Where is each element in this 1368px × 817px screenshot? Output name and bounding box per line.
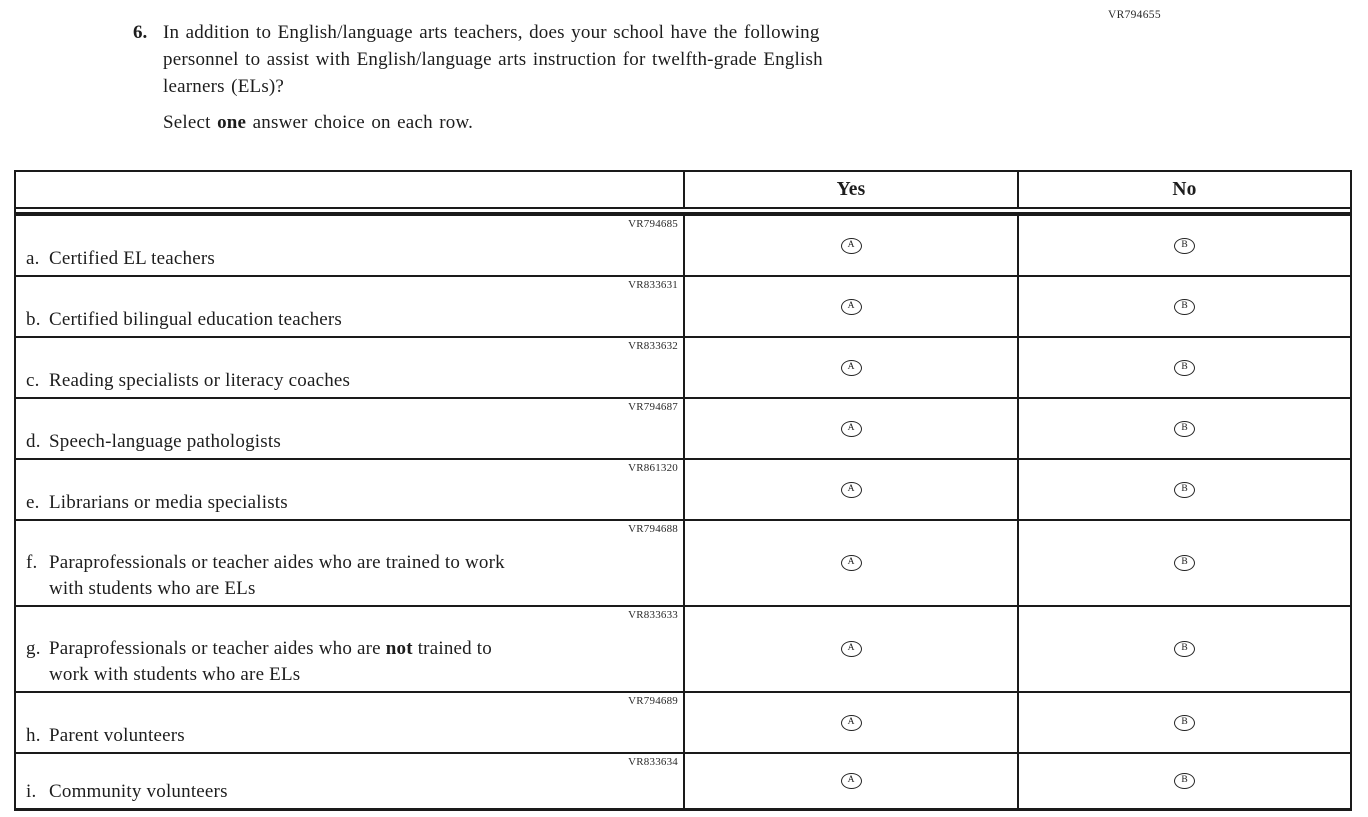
- option-b-bubble[interactable]: B: [1174, 773, 1195, 789]
- yes-option-cell: [683, 521, 1017, 605]
- row-label-text: [49, 429, 675, 455]
- no-option-cell: [1017, 216, 1350, 275]
- row-label-text: [49, 307, 675, 333]
- option-a-bubble[interactable]: A: [841, 238, 862, 254]
- row-label: [26, 779, 675, 805]
- table-row: [16, 275, 1350, 336]
- table-row: [16, 397, 1350, 458]
- yes-option-cell: [683, 693, 1017, 752]
- row-letter: c.: [26, 370, 40, 391]
- row-label-cell: [16, 277, 683, 336]
- row-variable-code: VR794685: [628, 218, 678, 230]
- instruction-part-bold: one: [217, 112, 247, 133]
- no-option-cell: [1017, 607, 1350, 691]
- option-a-bubble[interactable]: A: [841, 555, 862, 571]
- row-label-cell: [16, 460, 683, 519]
- column-header-empty: [16, 172, 683, 207]
- row-letter: b.: [26, 309, 41, 330]
- row-letter: e.: [26, 492, 40, 513]
- row-label: [26, 307, 675, 333]
- row-label: [26, 490, 675, 516]
- row-variable-code: VR794688: [628, 523, 678, 535]
- row-variable-code: VR861320: [628, 462, 678, 474]
- option-a-bubble[interactable]: A: [841, 482, 862, 498]
- option-a-bubble[interactable]: A: [841, 421, 862, 437]
- row-label: [26, 723, 675, 749]
- no-option-cell: [1017, 754, 1350, 808]
- row-letter: f.: [26, 552, 38, 573]
- row-label-line: Paraprofessionals or teacher aides who are trained to work: [49, 552, 505, 573]
- row-label-cell: [16, 399, 683, 458]
- option-a-bubble[interactable]: A: [841, 299, 862, 315]
- yes-option-cell: [683, 277, 1017, 336]
- row-label-line: Certified bilingual education teachers: [49, 309, 343, 330]
- table-row: [16, 752, 1350, 808]
- instruction-part: answer choice on each row.: [246, 112, 474, 133]
- option-b-bubble[interactable]: B: [1174, 360, 1195, 376]
- no-option-cell: [1017, 338, 1350, 397]
- option-b-bubble[interactable]: B: [1174, 641, 1195, 657]
- row-label-text: [49, 246, 675, 272]
- row-letter: g.: [26, 638, 41, 659]
- yes-option-cell: [683, 460, 1017, 519]
- question-line: In addition to English/language arts teachers, does your school have the following: [163, 22, 820, 43]
- row-label-line: Certified EL teachers: [49, 248, 215, 269]
- row-label-line: with students who are ELs: [49, 578, 256, 599]
- row-variable-code: VR833634: [628, 756, 678, 768]
- no-option-cell: [1017, 277, 1350, 336]
- row-label: [26, 246, 675, 272]
- option-a-bubble[interactable]: A: [841, 360, 862, 376]
- table-row: [16, 458, 1350, 519]
- option-b-bubble[interactable]: B: [1174, 421, 1195, 437]
- row-letter: i.: [26, 781, 37, 802]
- no-option-cell: [1017, 460, 1350, 519]
- option-b-bubble[interactable]: B: [1174, 715, 1195, 731]
- question-number: 6.: [133, 22, 148, 43]
- row-label-text: [49, 490, 675, 516]
- row-label-cell: [16, 693, 683, 752]
- question-line: learners (ELs)?: [163, 76, 285, 97]
- no-option-cell: [1017, 521, 1350, 605]
- table-row: [16, 605, 1350, 691]
- column-header-yes: Yes: [683, 172, 1017, 207]
- option-b-bubble[interactable]: B: [1174, 238, 1195, 254]
- table-row: [16, 519, 1350, 605]
- form-code: VR794655: [1108, 9, 1161, 21]
- row-label-line: Librarians or media specialists: [49, 492, 288, 513]
- row-label-cell: [16, 754, 683, 808]
- row-label-line: Speech-language pathologists: [49, 431, 281, 452]
- row-label: [26, 550, 675, 602]
- option-a-bubble[interactable]: A: [841, 773, 862, 789]
- row-variable-code: VR794687: [628, 401, 678, 413]
- row-label-line: work with students who are ELs: [49, 664, 301, 685]
- no-option-cell: [1017, 693, 1350, 752]
- row-variable-code: VR833631: [628, 279, 678, 291]
- row-variable-code: VR833632: [628, 340, 678, 352]
- row-label: [26, 429, 675, 455]
- yes-option-cell: [683, 216, 1017, 275]
- table-header-row: [16, 172, 1350, 214]
- row-label-line: Paraprofessionals or teacher aides who are not trained to: [49, 638, 492, 659]
- row-letter: a.: [26, 248, 40, 269]
- column-header-no: No: [1017, 172, 1350, 207]
- row-label-text: [49, 636, 675, 688]
- row-label-text: [49, 368, 675, 394]
- table-row: [16, 691, 1350, 752]
- row-label-cell: [16, 607, 683, 691]
- option-b-bubble[interactable]: B: [1174, 299, 1195, 315]
- question-block: [133, 19, 823, 134]
- option-a-bubble[interactable]: A: [841, 715, 862, 731]
- option-a-bubble[interactable]: A: [841, 641, 862, 657]
- table-row: [16, 214, 1350, 275]
- yes-option-cell: [683, 399, 1017, 458]
- instruction-part: Select: [163, 112, 218, 133]
- row-label-cell: [16, 338, 683, 397]
- row-label-text: [49, 723, 675, 749]
- row-variable-code: VR833633: [628, 609, 678, 621]
- table-row: [16, 336, 1350, 397]
- row-label-text: [49, 779, 675, 805]
- option-b-bubble[interactable]: B: [1174, 555, 1195, 571]
- table-body: [16, 214, 1350, 808]
- row-label-line: Community volunteers: [49, 781, 228, 802]
- instruction-text: [163, 112, 823, 134]
- yes-option-cell: [683, 754, 1017, 808]
- yes-option-cell: [683, 607, 1017, 691]
- row-label-cell: [16, 521, 683, 605]
- row-variable-code: VR794689: [628, 695, 678, 707]
- row-label-text: [49, 550, 675, 602]
- row-label-cell: [16, 216, 683, 275]
- no-option-cell: [1017, 399, 1350, 458]
- personnel-table: [14, 170, 1352, 811]
- option-b-bubble[interactable]: B: [1174, 482, 1195, 498]
- row-letter: h.: [26, 725, 41, 746]
- row-label-line: Parent volunteers: [49, 725, 185, 746]
- yes-option-cell: [683, 338, 1017, 397]
- row-label-line: Reading specialists or literacy coaches: [49, 370, 351, 391]
- question-text: [163, 19, 823, 100]
- row-letter: d.: [26, 431, 41, 452]
- row-label: [26, 636, 675, 688]
- question-line: personnel to assist with English/language arts instruction for twelfth-grade English: [163, 49, 823, 70]
- row-label: [26, 368, 675, 394]
